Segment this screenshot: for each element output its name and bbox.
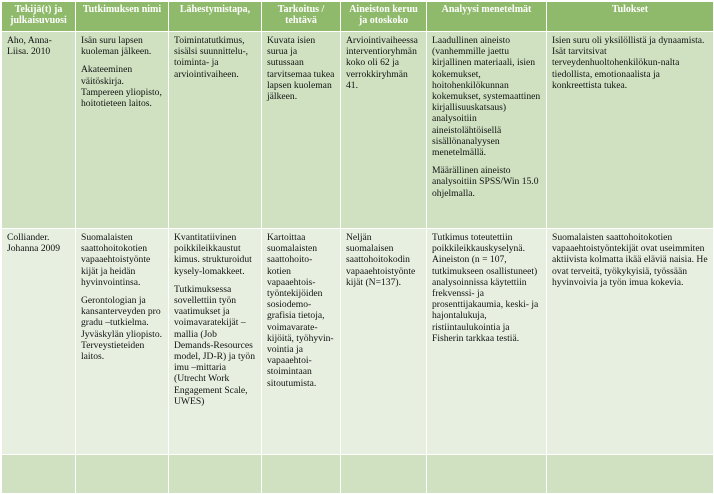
cell-data-collection [341,32,427,229]
purpose-text: Kartoittaa suomalaisten saattohoito-kotien vapaaehtois-työntekijöiden sosiodemo-grafisia tietoja, voimavarate-kijöitä, työhyvin-vointia ja vapaaehtoi-stoimintaan sitoutumista. [267,232,334,389]
empty-cell [2,455,76,494]
literature-review-table [1,1,714,494]
collection-text: Arviointivaiheessa interventioryhmän koko oli 62 ja verrokkiryhmän 41. [346,35,418,91]
cell-author [2,32,76,229]
cell-author [2,229,76,455]
header-author: Tekijä(t) ja julkaisuvuosi [2,2,76,32]
cell-results [547,32,714,229]
empty-cell [547,455,714,494]
empty-cell [76,455,169,494]
author-text: Colliander. Johanna 2009 [7,232,61,255]
study-title: Isän suru lapsen kuoleman jälkeen. [81,35,152,58]
analysis-qualitative: Laadullinen aineisto (vanhemmille jaettu kirjallinen materiaali, isien kokemukset, hoitohenkilökunnan kokemukset, systemaattinen kirjallisuuskatsaus) analysoitiin aineistolähtöisellä sisällönanalyysen menetelmällä. [432,35,541,159]
header-approach: Lähestymistapa, [169,2,262,32]
approach-model: Tutkimuksessa sovellettiin työn vaatimukset ja voimavaratekijät –mallia (Job Demands-Resources model, JD-R) ja työn imu –mittaria (Utrecht Work Engagement Scale, UWES) [174,283,256,407]
header-data-collection: Aineiston keruu ja otoskoko [341,2,427,32]
empty-cell [341,455,427,494]
approach-text: Toimintatutkimus, sisälsi suunnittelu-, toiminta- ja arviointivaiheen. [174,35,249,80]
empty-cell [262,455,341,494]
table-row [2,229,714,455]
cell-data-collection [341,229,427,455]
collection-text: Neljän suomalaisen saattohoitokodin vapaaehtoistyönte kijät (N=137). [346,232,416,288]
empty-cell [169,455,262,494]
cell-analysis [427,229,547,455]
approach-method: Kvantitatiivinen poikkileikkaustut kimus. strukturoidut kysely-lomakkeet. [174,232,252,277]
table-header-row [2,2,714,32]
cell-analysis [427,32,547,229]
analysis-text: Tutkimus toteutettiin poikkileikkauskyselynä. Aineiston (n = 107, tutkimukseen osallistuneet) analysoinnissa käytettiin frekvenssi- ja prosenttijakaumia, keski- ja hajontalukuja, ristiintaulukointia ja Fisherin tarkkaa testiä. [432,232,539,344]
purpose-text: Kuvata isien surua ja sutussaan tarvitsemaa tukea lapsen kuoleman jälkeen. [267,35,335,103]
cell-purpose [262,229,341,455]
study-publication: Gerontologian ja kansanterveyden pro gradu –tutkielma. Jyväskylän yliopisto. Terveystieteiden laitos. [81,295,163,363]
cell-approach [169,32,262,229]
study-title: Suomalaisten saattohoitokotien vapaaehtoistyönte kijät ja heidän hyvinvointinsa. [81,232,151,288]
results-text: Isien suru oli yksilöllistä ja dynaamista. Isät tarvitsivat terveydenhuoltohenkilökun-nalta tiedollista, emotionaalista ja konkreettista tukea. [552,35,705,91]
cell-study-name [76,229,169,455]
header-study-name: Tutkimuksen nimi [76,2,169,32]
cell-study-name [76,32,169,229]
analysis-quantitative: Määrällinen aineisto analysoitiin SPSS/Win 15.0 ohjelmalla. [432,165,539,199]
header-analysis: Analyysi menetelmät [427,2,547,32]
header-results: Tulokset [547,2,714,32]
cell-results [547,229,714,455]
table-row-empty [2,455,714,494]
results-text: Suomalaisten saattohoitokotien vapaaehtoistyöntekijät ovat useimmiten aktiivista kolmatta ikää eläviä naisia. He ovat terveitä, työkykyisiä, työssään hyvinvoivia ja työn imua kokevia. [552,232,708,288]
empty-cell [427,455,547,494]
table-row [2,32,714,229]
header-purpose: Tarkoitus / tehtävä [262,2,341,32]
cell-purpose [262,32,341,229]
author-text: Aho, Anna-Liisa. 2010 [7,35,52,58]
study-publication: Akateeminen väitöskirja. Tampereen yliopisto, hoitotieteen laitos. [81,64,162,110]
cell-approach [169,229,262,455]
